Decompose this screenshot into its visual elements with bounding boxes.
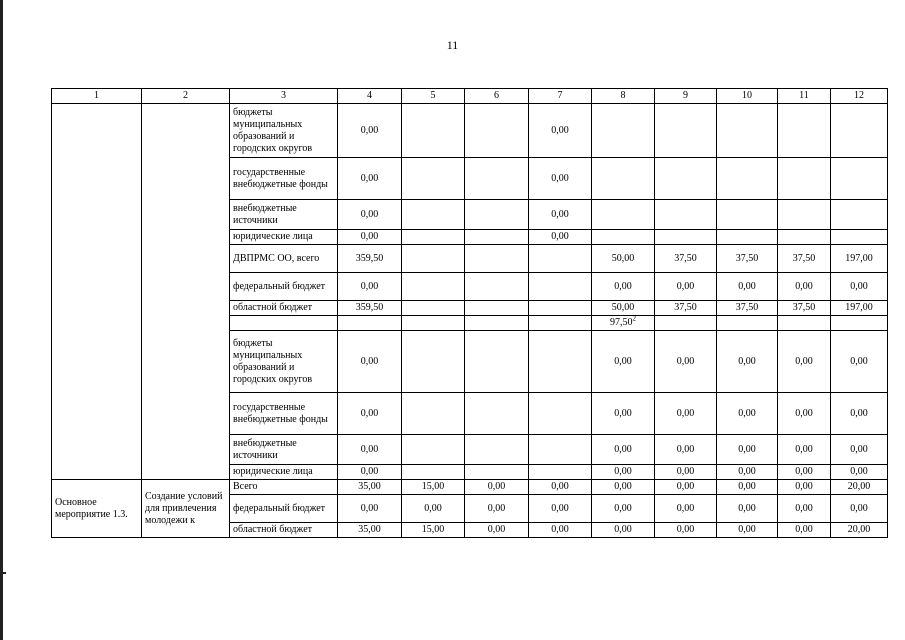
value-cell [465,200,529,230]
funding-source-cell: государственные внебюджетные фонды [230,393,338,435]
funding-source-cell: областной бюджет [230,523,338,538]
measure-cell-empty [52,104,142,480]
value-cell: 0,00 [529,104,592,158]
value-cell [529,393,592,435]
value-cell [655,200,717,230]
value-cell: 0,00 [592,480,655,495]
value-cell: 0,00 [655,495,717,523]
value-cell [529,301,592,316]
value-cell: 197,00 [831,245,888,273]
value-cell: 20,00 [831,523,888,538]
column-header: 6 [465,89,529,104]
value-cell [529,465,592,480]
footnote-marker: 2 [632,314,636,323]
value-cell: 15,00 [402,480,465,495]
value-cell: 0,00 [465,480,529,495]
value-cell [402,273,465,301]
value-cell [831,200,888,230]
value-cell [717,316,778,331]
column-header: 8 [592,89,655,104]
value-cell [402,316,465,331]
value-cell [778,230,831,245]
value-cell: 0,00 [592,331,655,393]
value-cell [465,331,529,393]
value-cell [831,158,888,200]
value-cell: 0,00 [529,480,592,495]
value-cell: 0,00 [831,435,888,465]
value-cell: 0,00 [831,331,888,393]
value-cell [465,393,529,435]
header-row [52,89,888,104]
value-cell [402,104,465,158]
value-cell: 0,00 [529,523,592,538]
table-row [52,480,888,495]
value-cell [592,200,655,230]
value-cell: 0,00 [778,480,831,495]
value-cell [402,230,465,245]
table-row [52,104,888,158]
value-cell: 37,50 [655,245,717,273]
value-cell: 50,00 [592,301,655,316]
value-cell [465,245,529,273]
value-cell [402,301,465,316]
value-cell: 0,00 [592,523,655,538]
value-cell [338,316,402,331]
value-cell: 0,00 [717,465,778,480]
value-cell: 0,00 [592,435,655,465]
value-cell: 0,00 [338,393,402,435]
value-cell: 37,50 [717,301,778,316]
value-cell [465,465,529,480]
value-cell [717,200,778,230]
funding-source-cell: областной бюджет [230,301,338,316]
value-cell [655,316,717,331]
value-cell [529,435,592,465]
value-cell [778,316,831,331]
value-cell: 0,00 [655,480,717,495]
value-cell [465,158,529,200]
value-cell [592,230,655,245]
value-cell: 37,50 [778,245,831,273]
value-cell [402,158,465,200]
value-cell: 0,00 [778,495,831,523]
value-cell [465,104,529,158]
value-cell: 0,00 [778,393,831,435]
value-cell: 0,00 [778,273,831,301]
value-cell: 0,00 [529,158,592,200]
value-cell [529,331,592,393]
value-cell: 0,00 [338,104,402,158]
value-cell [717,230,778,245]
value-cell: 0,00 [338,230,402,245]
funding-source-cell: бюджеты муниципальных образований и городских округов [230,331,338,393]
funding-source-cell: юридические лица [230,230,338,245]
value-cell [402,200,465,230]
description-cell-empty [142,104,230,480]
budget-table [51,88,888,538]
value-cell [465,301,529,316]
value-cell: 0,00 [655,393,717,435]
value-cell: 0,00 [717,495,778,523]
value-cell [402,393,465,435]
value-cell: 0,00 [831,273,888,301]
value-cell [655,230,717,245]
value-cell: 0,00 [831,465,888,480]
value-cell: 0,00 [338,158,402,200]
value-cell: 0,00 [338,331,402,393]
value-cell: 37,50 [717,245,778,273]
value-cell: 15,00 [402,523,465,538]
value-cell: 0,00 [778,465,831,480]
value-cell: 0,00 [529,495,592,523]
value-cell: 0,00 [655,435,717,465]
value-cell: 0,00 [338,273,402,301]
value-cell: 0,00 [717,273,778,301]
value-cell [592,158,655,200]
value-cell [465,316,529,331]
column-header: 11 [778,89,831,104]
measure-description-cell: Создание условий для привлечения молодежи к [142,480,230,538]
value-cell: 0,00 [831,495,888,523]
funding-source-cell: федеральный бюджет [230,495,338,523]
value-cell: 37,50 [778,301,831,316]
column-header: 12 [831,89,888,104]
value-cell [831,104,888,158]
funding-source-cell: Всего [230,480,338,495]
column-header: 9 [655,89,717,104]
value-cell [717,158,778,200]
column-header: 7 [529,89,592,104]
value-cell: 0,00 [778,435,831,465]
value-cell: 0,00 [338,200,402,230]
value-cell [465,273,529,301]
value-cell [529,316,592,331]
value-cell: 0,00 [717,523,778,538]
value-cell: 359,50 [338,301,402,316]
value-cell-footnoted [592,316,655,331]
column-header: 3 [230,89,338,104]
funding-source-cell: внебюджетные источники [230,200,338,230]
value-cell [778,158,831,200]
funding-source-cell: федеральный бюджет [230,273,338,301]
value-cell: 0,00 [717,435,778,465]
value-cell: 0,00 [592,393,655,435]
value-cell [402,245,465,273]
value-cell: 0,00 [402,495,465,523]
value-cell: 0,00 [778,331,831,393]
value-cell: 359,50 [338,245,402,273]
funding-source-cell: внебюджетные источники [230,435,338,465]
value-cell [529,273,592,301]
value-text: 97,50 [610,317,633,328]
value-cell: 0,00 [717,331,778,393]
value-cell [778,200,831,230]
value-cell [529,245,592,273]
value-cell: 35,00 [338,480,402,495]
funding-source-cell: юридические лица [230,465,338,480]
value-cell: 0,00 [655,523,717,538]
value-cell [402,435,465,465]
value-cell: 0,00 [717,393,778,435]
value-cell: 0,00 [529,230,592,245]
column-header: 10 [717,89,778,104]
column-header: 5 [402,89,465,104]
value-cell: 0,00 [338,465,402,480]
page-left-edge [0,0,3,640]
funding-source-cell: государственные внебюджетные фонды [230,158,338,200]
column-header: 2 [142,89,230,104]
value-cell [592,104,655,158]
value-cell: 20,00 [831,480,888,495]
value-cell [402,465,465,480]
value-cell [402,331,465,393]
value-cell: 37,50 [655,301,717,316]
value-cell [778,104,831,158]
value-cell: 0,00 [592,465,655,480]
funding-source-cell [230,316,338,331]
value-cell: 0,00 [778,523,831,538]
funding-source-cell: ДВПРМС ОО, всего [230,245,338,273]
page-number: 11 [446,38,459,52]
value-cell: 0,00 [465,523,529,538]
value-cell [465,230,529,245]
measure-name-cell: Основное мероприятие 1.3. [52,480,142,538]
funding-source-cell: бюджеты муниципальных образований и городских округов [230,104,338,158]
value-cell [831,316,888,331]
value-cell: 50,00 [592,245,655,273]
value-cell: 0,00 [592,273,655,301]
value-cell [465,435,529,465]
value-cell: 197,00 [831,301,888,316]
value-cell: 0,00 [831,393,888,435]
value-cell: 0,00 [338,495,402,523]
column-header: 4 [338,89,402,104]
value-cell: 0,00 [655,465,717,480]
page-edge-mark [0,572,6,574]
value-cell: 35,00 [338,523,402,538]
value-cell: 0,00 [655,273,717,301]
value-cell: 0,00 [338,435,402,465]
value-cell [717,104,778,158]
value-cell: 0,00 [592,495,655,523]
value-cell: 0,00 [717,480,778,495]
value-cell: 0,00 [465,495,529,523]
value-cell [831,230,888,245]
value-cell [655,104,717,158]
value-cell: 0,00 [529,200,592,230]
value-cell: 0,00 [655,331,717,393]
value-cell [655,158,717,200]
column-header: 1 [52,89,142,104]
